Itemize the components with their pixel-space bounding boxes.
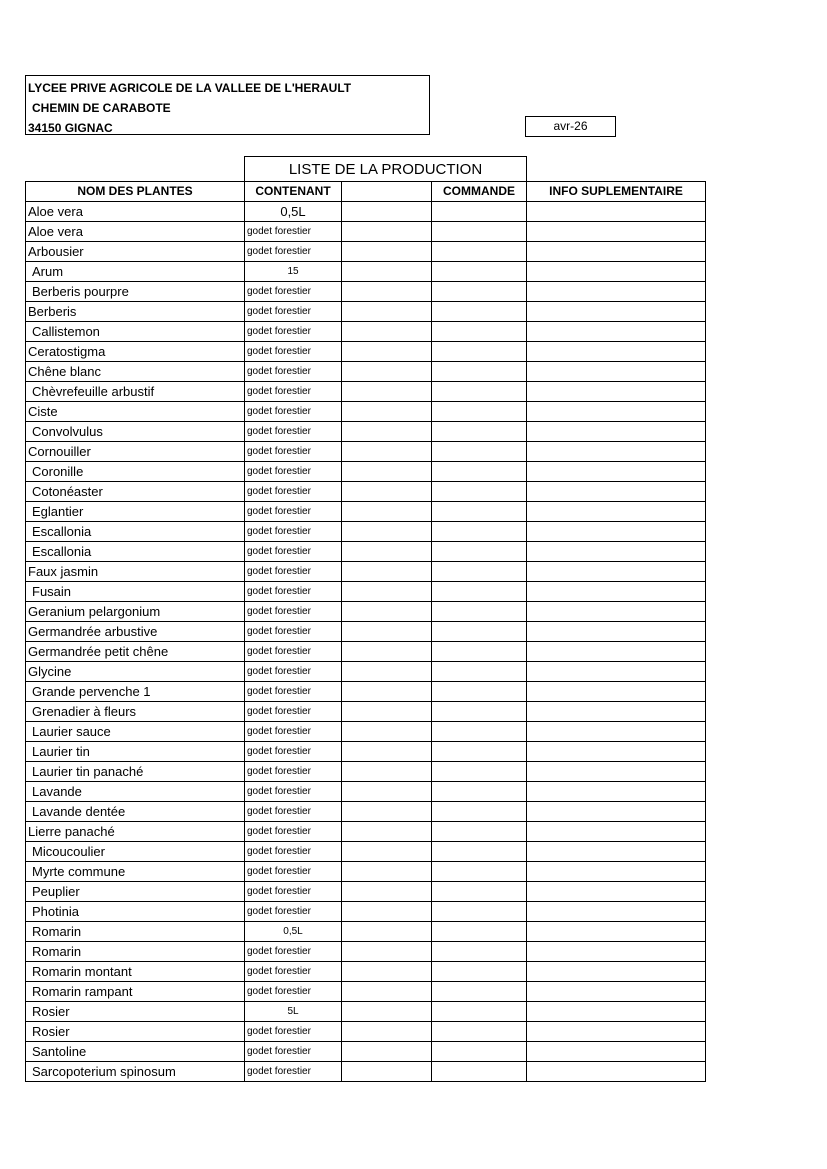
- extra-info-cell: [527, 602, 706, 622]
- blank-cell: [342, 242, 432, 262]
- extra-info-cell: [527, 522, 706, 542]
- container-cell: godet forestier: [245, 882, 342, 902]
- table-body: [26, 202, 706, 1082]
- order-cell: [432, 442, 527, 462]
- order-cell: [432, 262, 527, 282]
- container-cell: godet forestier: [245, 402, 342, 422]
- blank-cell: [342, 762, 432, 782]
- order-cell: [432, 842, 527, 862]
- plant-name-cell: Coronille: [26, 462, 245, 482]
- extra-info-cell: [527, 902, 706, 922]
- blank-cell: [342, 302, 432, 322]
- table-row: [26, 302, 706, 322]
- extra-info-cell: [527, 1022, 706, 1042]
- table-row: [26, 322, 706, 342]
- table-row: [26, 442, 706, 462]
- blank-cell: [342, 382, 432, 402]
- extra-info-cell: [527, 502, 706, 522]
- order-cell: [432, 622, 527, 642]
- extra-info-cell: [527, 622, 706, 642]
- order-cell: [432, 922, 527, 942]
- table-row: [26, 722, 706, 742]
- table-row: [26, 422, 706, 442]
- container-cell: godet forestier: [245, 422, 342, 442]
- plant-name-cell: Aloe vera: [26, 222, 245, 242]
- plant-name-cell: Ceratostigma: [26, 342, 245, 362]
- blank-cell: [342, 342, 432, 362]
- table-row: [26, 962, 706, 982]
- col-header-order: COMMANDE: [432, 182, 527, 202]
- table-row: [26, 1022, 706, 1042]
- table-row: [26, 502, 706, 522]
- blank-cell: [342, 282, 432, 302]
- plant-name-cell: Faux jasmin: [26, 562, 245, 582]
- blank-cell: [342, 782, 432, 802]
- container-cell: godet forestier: [245, 642, 342, 662]
- container-cell: godet forestier: [245, 962, 342, 982]
- col-header-blank: [342, 182, 432, 202]
- blank-cell: [342, 502, 432, 522]
- blank-cell: [342, 362, 432, 382]
- order-cell: [432, 342, 527, 362]
- plant-name-cell: Escallonia: [26, 542, 245, 562]
- table-row: [26, 842, 706, 862]
- plant-name-cell: Cotonéaster: [26, 482, 245, 502]
- order-cell: [432, 662, 527, 682]
- extra-info-cell: [527, 242, 706, 262]
- blank-cell: [342, 542, 432, 562]
- order-cell: [432, 562, 527, 582]
- blank-cell: [342, 702, 432, 722]
- plant-name-cell: Lierre panaché: [26, 822, 245, 842]
- table-row: [26, 1002, 706, 1022]
- blank-cell: [342, 862, 432, 882]
- extra-info-cell: [527, 282, 706, 302]
- col-header-plant-name: NOM DES PLANTES: [26, 182, 245, 202]
- container-cell: 15: [245, 262, 342, 282]
- order-cell: [432, 642, 527, 662]
- plant-name-cell: Escallonia: [26, 522, 245, 542]
- extra-info-cell: [527, 582, 706, 602]
- table-row: [26, 922, 706, 942]
- blank-cell: [342, 442, 432, 462]
- plant-name-cell: Romarin rampant: [26, 982, 245, 1002]
- container-cell: godet forestier: [245, 682, 342, 702]
- blank-cell: [342, 942, 432, 962]
- order-cell: [432, 462, 527, 482]
- container-cell: godet forestier: [245, 462, 342, 482]
- plant-name-cell: Lavande dentée: [26, 802, 245, 822]
- extra-info-cell: [527, 342, 706, 362]
- order-cell: [432, 302, 527, 322]
- extra-info-cell: [527, 662, 706, 682]
- school-city: 34150 GIGNAC: [28, 121, 113, 135]
- table-row: [26, 582, 706, 602]
- plant-name-cell: Berberis pourpre: [26, 282, 245, 302]
- table-row: [26, 242, 706, 262]
- blank-cell: [342, 482, 432, 502]
- plant-name-cell: Grande pervenche 1: [26, 682, 245, 702]
- order-cell: [432, 762, 527, 782]
- container-cell: godet forestier: [245, 1062, 342, 1082]
- plant-name-cell: Romarin: [26, 942, 245, 962]
- order-cell: [432, 362, 527, 382]
- plant-name-cell: Laurier tin: [26, 742, 245, 762]
- container-cell: godet forestier: [245, 822, 342, 842]
- plant-name-cell: Fusain: [26, 582, 245, 602]
- order-cell: [432, 422, 527, 442]
- blank-cell: [342, 402, 432, 422]
- extra-info-cell: [527, 362, 706, 382]
- extra-info-cell: [527, 722, 706, 742]
- blank-cell: [342, 982, 432, 1002]
- plant-name-cell: Germandrée petit chêne: [26, 642, 245, 662]
- container-cell: 0,5L: [245, 202, 342, 222]
- extra-info-cell: [527, 322, 706, 342]
- school-address-box: [25, 75, 430, 135]
- order-cell: [432, 402, 527, 422]
- plant-name-cell: Romarin montant: [26, 962, 245, 982]
- extra-info-cell: [527, 382, 706, 402]
- container-cell: godet forestier: [245, 222, 342, 242]
- plant-name-cell: Photinia: [26, 902, 245, 922]
- plant-name-cell: Berberis: [26, 302, 245, 322]
- blank-cell: [342, 822, 432, 842]
- blank-cell: [342, 722, 432, 742]
- blank-cell: [342, 562, 432, 582]
- table-row: [26, 822, 706, 842]
- blank-cell: [342, 202, 432, 222]
- extra-info-cell: [527, 1002, 706, 1022]
- plant-name-cell: Lavande: [26, 782, 245, 802]
- plant-name-cell: Germandrée arbustive: [26, 622, 245, 642]
- plant-name-cell: Geranium pelargonium: [26, 602, 245, 622]
- extra-info-cell: [527, 842, 706, 862]
- order-cell: [432, 902, 527, 922]
- table-row: [26, 742, 706, 762]
- table-row: [26, 662, 706, 682]
- container-cell: 5L: [245, 1002, 342, 1022]
- plant-name-cell: Arbousier: [26, 242, 245, 262]
- order-cell: [432, 962, 527, 982]
- order-cell: [432, 322, 527, 342]
- container-cell: godet forestier: [245, 362, 342, 382]
- plant-name-cell: Aloe vera: [26, 202, 245, 222]
- plant-name-cell: Rosier: [26, 1022, 245, 1042]
- table-row: [26, 482, 706, 502]
- order-cell: [432, 682, 527, 702]
- table-row: [26, 262, 706, 282]
- extra-info-cell: [527, 862, 706, 882]
- container-cell: godet forestier: [245, 602, 342, 622]
- col-header-container: CONTENANT: [245, 182, 342, 202]
- blank-cell: [342, 922, 432, 942]
- order-cell: [432, 942, 527, 962]
- plant-name-cell: Convolvulus: [26, 422, 245, 442]
- table-row: [26, 342, 706, 362]
- plant-name-cell: Laurier tin panaché: [26, 762, 245, 782]
- blank-cell: [342, 462, 432, 482]
- extra-info-cell: [527, 762, 706, 782]
- container-cell: godet forestier: [245, 382, 342, 402]
- order-cell: [432, 502, 527, 522]
- container-cell: godet forestier: [245, 542, 342, 562]
- blank-cell: [342, 682, 432, 702]
- container-cell: godet forestier: [245, 582, 342, 602]
- plant-name-cell: Myrte commune: [26, 862, 245, 882]
- table-row: [26, 382, 706, 402]
- order-cell: [432, 522, 527, 542]
- container-cell: godet forestier: [245, 802, 342, 822]
- blank-cell: [342, 522, 432, 542]
- order-cell: [432, 742, 527, 762]
- extra-info-cell: [527, 922, 706, 942]
- order-cell: [432, 542, 527, 562]
- table-row: [26, 402, 706, 422]
- blank-cell: [342, 882, 432, 902]
- table-row: [26, 702, 706, 722]
- table-row: [26, 762, 706, 782]
- plant-name-cell: Peuplier: [26, 882, 245, 902]
- school-street: CHEMIN DE CARABOTE: [32, 101, 171, 115]
- table-row: [26, 642, 706, 662]
- blank-cell: [342, 222, 432, 242]
- plant-name-cell: Laurier sauce: [26, 722, 245, 742]
- blank-cell: [342, 422, 432, 442]
- blank-cell: [342, 322, 432, 342]
- table-row: [26, 942, 706, 962]
- extra-info-cell: [527, 222, 706, 242]
- order-cell: [432, 482, 527, 502]
- container-cell: godet forestier: [245, 782, 342, 802]
- order-cell: [432, 702, 527, 722]
- plant-name-cell: Callistemon: [26, 322, 245, 342]
- page-title: LISTE DE LA PRODUCTION: [244, 156, 527, 182]
- order-cell: [432, 802, 527, 822]
- container-cell: godet forestier: [245, 662, 342, 682]
- plant-name-cell: Romarin: [26, 922, 245, 942]
- extra-info-cell: [527, 782, 706, 802]
- table-row: [26, 782, 706, 802]
- container-cell: godet forestier: [245, 1042, 342, 1062]
- table-row: [26, 362, 706, 382]
- extra-info-cell: [527, 542, 706, 562]
- order-cell: [432, 582, 527, 602]
- order-cell: [432, 202, 527, 222]
- order-cell: [432, 722, 527, 742]
- order-cell: [432, 222, 527, 242]
- extra-info-cell: [527, 262, 706, 282]
- extra-info-cell: [527, 642, 706, 662]
- container-cell: godet forestier: [245, 622, 342, 642]
- container-cell: godet forestier: [245, 302, 342, 322]
- order-cell: [432, 1042, 527, 1062]
- extra-info-cell: [527, 302, 706, 322]
- table-row: [26, 602, 706, 622]
- order-cell: [432, 282, 527, 302]
- extra-info-cell: [527, 982, 706, 1002]
- table-row: [26, 682, 706, 702]
- plant-name-cell: Ciste: [26, 402, 245, 422]
- extra-info-cell: [527, 1062, 706, 1082]
- table-row: [26, 1042, 706, 1062]
- container-cell: godet forestier: [245, 282, 342, 302]
- extra-info-cell: [527, 402, 706, 422]
- container-cell: godet forestier: [245, 342, 342, 362]
- blank-cell: [342, 642, 432, 662]
- blank-cell: [342, 622, 432, 642]
- container-cell: 0,5L: [245, 922, 342, 942]
- container-cell: godet forestier: [245, 502, 342, 522]
- container-cell: godet forestier: [245, 522, 342, 542]
- container-cell: godet forestier: [245, 562, 342, 582]
- blank-cell: [342, 1042, 432, 1062]
- production-table: [25, 181, 706, 1082]
- table-header-row: [26, 182, 706, 202]
- extra-info-cell: [527, 822, 706, 842]
- extra-info-cell: [527, 562, 706, 582]
- plant-name-cell: Glycine: [26, 662, 245, 682]
- container-cell: godet forestier: [245, 842, 342, 862]
- plant-name-cell: Rosier: [26, 1002, 245, 1022]
- order-cell: [432, 982, 527, 1002]
- container-cell: godet forestier: [245, 1022, 342, 1042]
- table-row: [26, 982, 706, 1002]
- blank-cell: [342, 1002, 432, 1022]
- blank-cell: [342, 262, 432, 282]
- blank-cell: [342, 962, 432, 982]
- blank-cell: [342, 1062, 432, 1082]
- table-row: [26, 902, 706, 922]
- order-cell: [432, 882, 527, 902]
- table-row: [26, 222, 706, 242]
- plant-name-cell: Grenadier à fleurs: [26, 702, 245, 722]
- plant-name-cell: Chêne blanc: [26, 362, 245, 382]
- table-row: [26, 1062, 706, 1082]
- plant-name-cell: Santoline: [26, 1042, 245, 1062]
- order-cell: [432, 862, 527, 882]
- plant-name-cell: Cornouiller: [26, 442, 245, 462]
- container-cell: godet forestier: [245, 722, 342, 742]
- blank-cell: [342, 1022, 432, 1042]
- table-row: [26, 282, 706, 302]
- extra-info-cell: [527, 482, 706, 502]
- table-row: [26, 802, 706, 822]
- blank-cell: [342, 842, 432, 862]
- blank-cell: [342, 582, 432, 602]
- container-cell: godet forestier: [245, 902, 342, 922]
- col-header-extra-info: INFO SUPLEMENTAIRE: [527, 182, 706, 202]
- plant-name-cell: Eglantier: [26, 502, 245, 522]
- order-cell: [432, 782, 527, 802]
- table-row: [26, 542, 706, 562]
- extra-info-cell: [527, 1042, 706, 1062]
- extra-info-cell: [527, 702, 706, 722]
- extra-info-cell: [527, 202, 706, 222]
- table-row: [26, 562, 706, 582]
- extra-info-cell: [527, 422, 706, 442]
- container-cell: godet forestier: [245, 942, 342, 962]
- date-cell: avr-26: [525, 116, 616, 137]
- plant-name-cell: Sarcopoterium spinosum: [26, 1062, 245, 1082]
- blank-cell: [342, 902, 432, 922]
- blank-cell: [342, 662, 432, 682]
- extra-info-cell: [527, 682, 706, 702]
- container-cell: godet forestier: [245, 862, 342, 882]
- extra-info-cell: [527, 802, 706, 822]
- order-cell: [432, 822, 527, 842]
- order-cell: [432, 1002, 527, 1022]
- table-row: [26, 882, 706, 902]
- table-row: [26, 522, 706, 542]
- plant-name-cell: Arum: [26, 262, 245, 282]
- extra-info-cell: [527, 942, 706, 962]
- table-row: [26, 202, 706, 222]
- container-cell: godet forestier: [245, 702, 342, 722]
- container-cell: godet forestier: [245, 982, 342, 1002]
- order-cell: [432, 1022, 527, 1042]
- container-cell: godet forestier: [245, 322, 342, 342]
- extra-info-cell: [527, 442, 706, 462]
- table-row: [26, 462, 706, 482]
- blank-cell: [342, 602, 432, 622]
- table-row: [26, 862, 706, 882]
- plant-name-cell: Chèvrefeuille arbustif: [26, 382, 245, 402]
- blank-cell: [342, 742, 432, 762]
- order-cell: [432, 1062, 527, 1082]
- plant-name-cell: Micoucoulier: [26, 842, 245, 862]
- blank-cell: [342, 802, 432, 822]
- order-cell: [432, 382, 527, 402]
- container-cell: godet forestier: [245, 242, 342, 262]
- container-cell: godet forestier: [245, 742, 342, 762]
- container-cell: godet forestier: [245, 482, 342, 502]
- container-cell: godet forestier: [245, 442, 342, 462]
- container-cell: godet forestier: [245, 762, 342, 782]
- extra-info-cell: [527, 882, 706, 902]
- table-row: [26, 622, 706, 642]
- order-cell: [432, 242, 527, 262]
- school-name: LYCEE PRIVE AGRICOLE DE LA VALLEE DE L'HERAULT: [28, 81, 352, 95]
- extra-info-cell: [527, 962, 706, 982]
- extra-info-cell: [527, 742, 706, 762]
- order-cell: [432, 602, 527, 622]
- extra-info-cell: [527, 462, 706, 482]
